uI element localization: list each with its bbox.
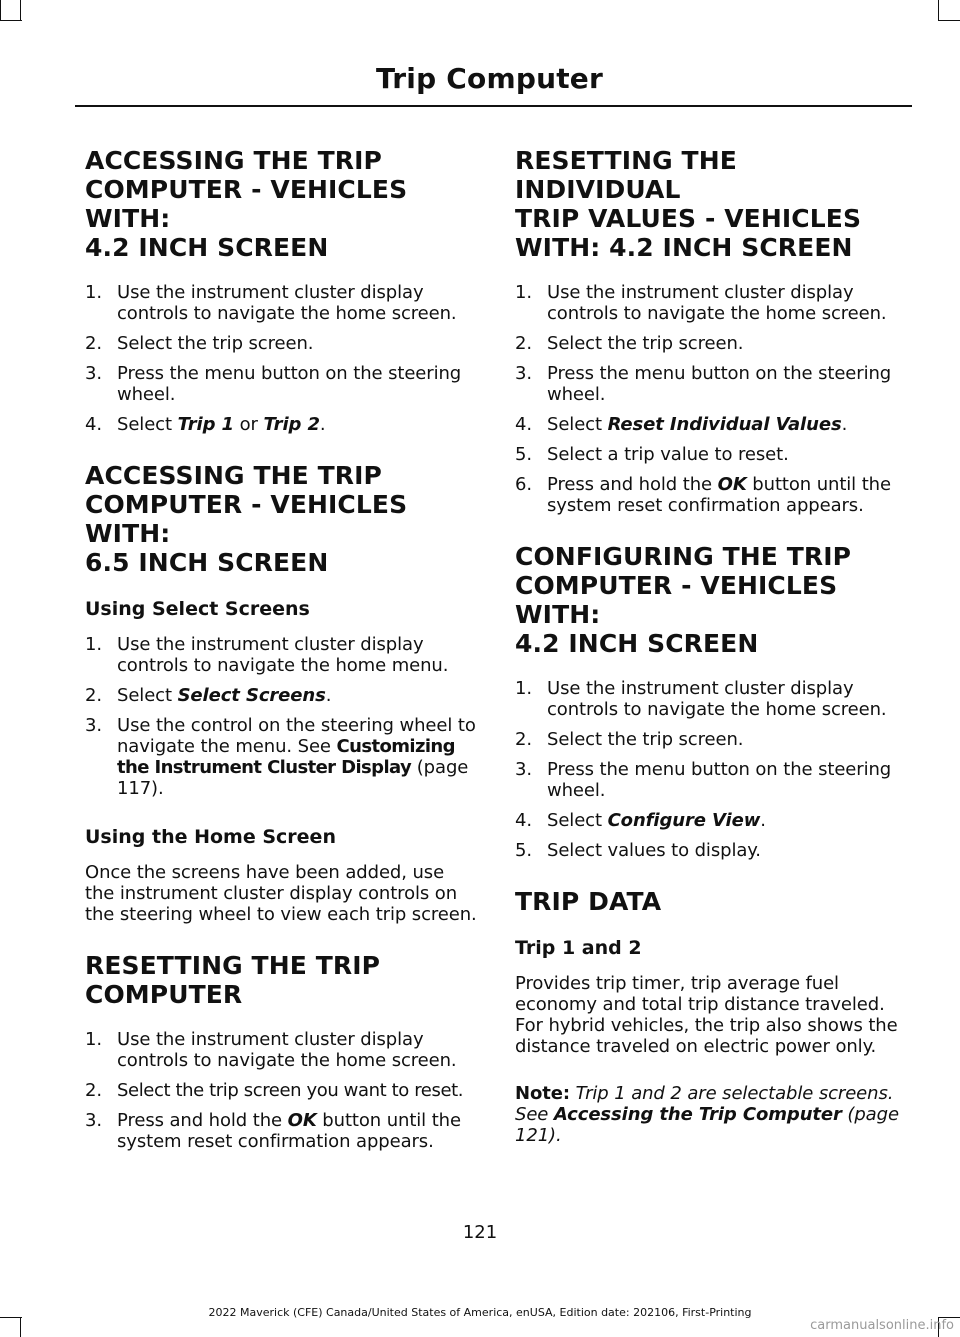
ok-button-label: OK — [717, 474, 747, 495]
left-column — [85, 146, 477, 1178]
steps-list — [85, 1029, 477, 1152]
footer-edition-text: 2022 Maverick (CFE) Canada/United States of America, enUSA, Edition date: 202106, First-Printing — [208, 1306, 752, 1319]
list-item: 1. Use the instrument cluster display controls to navigate the home screen. — [515, 282, 887, 324]
crop-mark — [0, 0, 1, 20]
subheading-home-screen: Using the Home Screen — [85, 826, 336, 848]
list-item: 2. Select the trip screen. — [85, 333, 314, 354]
list-item: 2. Select the trip screen. — [515, 333, 744, 354]
list-item: 1. Use the instrument cluster display controls to navigate the home menu. — [85, 634, 449, 676]
crop-mark — [938, 0, 939, 20]
subheading-trip-1-and-2: Trip 1 and 2 — [515, 937, 642, 959]
cross-reference-link[interactable]: Customizing the Instrument Cluster Display — [117, 736, 455, 778]
ok-button-label: OK — [287, 1110, 317, 1131]
steps-list — [515, 678, 907, 861]
section-heading-trip-data: TRIP DATA — [515, 887, 662, 916]
list-item: 3. Press the menu button on the steering wheel. — [515, 759, 892, 801]
paragraph: Provides trip timer, trip average fuel economy and total trip distance traveled. For hybrid vehicles, the trip also shows the distance traveled on electric power only. — [515, 973, 898, 1057]
list-item: 1. Use the instrument cluster display controls to navigate the home screen. — [515, 678, 887, 720]
section-heading-accessing-6-5: ACCESSING THE TRIP COMPUTER - VEHICLES WITH: 6.5 INCH SCREEN — [85, 461, 408, 577]
list-item: 6. Press and hold the OK button until the system reset confirmation appears. — [515, 474, 891, 516]
list-item: 5. Select values to display. — [515, 840, 761, 861]
cross-reference-link[interactable]: Accessing the Trip Computer — [553, 1104, 842, 1125]
list-item: 5. Select a trip value to reset. — [515, 444, 789, 465]
list-item: 4. Select Configure View. — [515, 810, 766, 831]
list-item: 2. Select Select Screens. — [85, 685, 332, 706]
menu-option-configure-view: Configure View — [607, 810, 761, 831]
right-column — [515, 146, 907, 1172]
section-heading-resetting: RESETTING THE TRIP COMPUTER — [85, 951, 381, 1009]
note-paragraph: Note: Trip 1 and 2 are selectable screens. See Accessing the Trip Computer (page 121). — [515, 1083, 899, 1146]
crop-mark — [20, 0, 21, 20]
list-item: 4. Select Trip 1 or Trip 2. — [85, 414, 326, 435]
section-heading-configuring: CONFIGURING THE TRIP COMPUTER - VEHICLES WITH: 4.2 INCH SCREEN — [515, 542, 852, 658]
steps-list — [85, 634, 477, 799]
menu-option-reset-individual-values: Reset Individual Values — [607, 414, 842, 435]
page-number: 121 — [462, 1222, 498, 1243]
menu-option-trip-2: Trip 2 — [263, 414, 320, 435]
list-item: 2. Select the trip screen. — [515, 729, 744, 750]
crop-mark — [20, 1317, 21, 1337]
crop-mark — [0, 20, 22, 21]
header-divider — [75, 105, 912, 107]
section-heading-resetting-individual: RESETTING THE INDIVIDUAL TRIP VALUES - VEHICLES WITH: 4.2 INCH SCREEN — [515, 146, 862, 262]
section-heading-accessing-4-2: ACCESSING THE TRIP COMPUTER - VEHICLES WITH: 4.2 INCH SCREEN — [85, 146, 408, 262]
list-item: 1. Use the instrument cluster display controls to navigate the home screen. — [85, 1029, 457, 1071]
note-label: Note: — [515, 1083, 570, 1104]
menu-option-trip-1: Trip 1 — [177, 414, 234, 435]
list-item: 4. Select Reset Individual Values. — [515, 414, 848, 435]
list-item: 3. Use the control on the steering wheel to navigate the menu. See Customizing the Instrument Cluster Display (page 117). — [85, 715, 476, 799]
list-item: 3. Press and hold the OK button until the system reset confirmation appears. — [85, 1110, 461, 1152]
steps-list — [85, 282, 477, 435]
crop-mark — [938, 20, 960, 21]
list-item: 3. Press the menu button on the steering wheel. — [515, 363, 892, 405]
list-item: 3. Press the menu button on the steering wheel. — [85, 363, 462, 405]
subheading-select-screens: Using Select Screens — [85, 598, 310, 620]
paragraph: Once the screens have been added, use the instrument cluster display controls on the steering wheel to view each trip screen. — [85, 862, 477, 925]
page-header-title: Trip Computer — [376, 62, 603, 95]
watermark: carmanualsonline.info — [810, 1318, 954, 1333]
steps-list — [515, 282, 907, 516]
menu-option-select-screens: Select Screens — [177, 685, 326, 706]
list-item: 1. Use the instrument cluster display controls to navigate the home screen. — [85, 282, 457, 324]
list-item: 2. Select the trip screen you want to reset. — [85, 1080, 464, 1101]
